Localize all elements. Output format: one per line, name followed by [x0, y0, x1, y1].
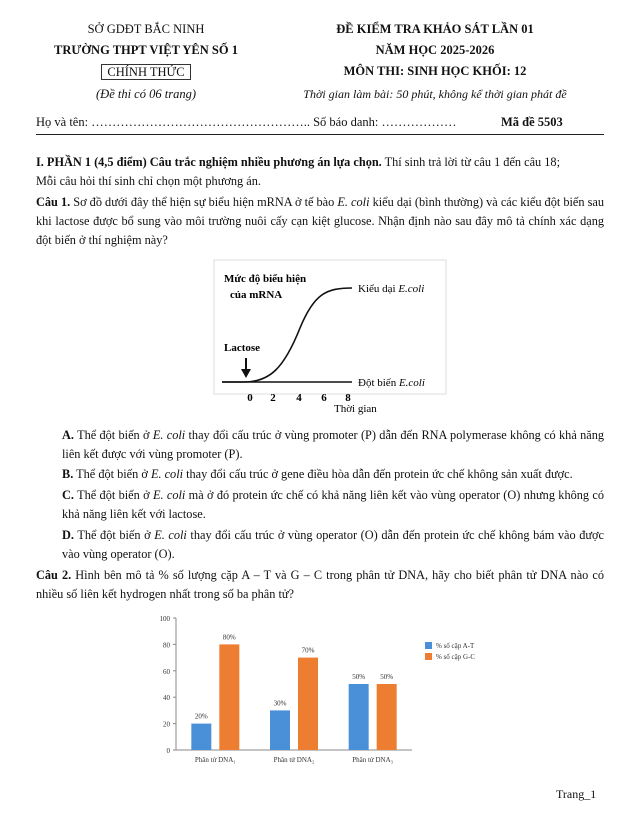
tick-6: 6: [321, 392, 327, 404]
option-a-letter: A.: [62, 428, 74, 442]
official-wrapper: [36, 64, 256, 80]
wild-type-ecoli: E.coli: [398, 283, 425, 295]
section-title-bold: I. PHẦN 1 (4,5 điểm) Câu trắc nghiệm nhiều phương án lựa chọn.: [36, 155, 382, 169]
student-info: Họ và tên: …………………………………………….. Số báo danh: ………………: [36, 115, 457, 129]
chart-legend-swatch: [425, 653, 432, 660]
chart-ytick-label: 40: [163, 694, 170, 703]
dna-bar-chart: [140, 608, 520, 773]
question-2-text: Hình bên mô tả % số lượng cặp A – T và G – C trong phân tử DNA, hãy cho biết phân tử DNA nào có nhiều số liên kết hydrogen nhất trong số ba phân tử?: [36, 568, 604, 601]
chart-data-label: 70%: [301, 646, 315, 655]
question-2: [36, 566, 604, 604]
wild-type-label: [358, 283, 424, 295]
option-a-post: thay đổi cấu trúc ở vùng promoter (P) dẫn đến RNA polymerase không có khả năng liên kết được với vùng promoter (P).: [62, 428, 604, 461]
option-c-post: mà ở đó protein ức chế có khả năng liên kết vào vùng operator (O) nhưng không có khả năng liên kết với lactose.: [62, 488, 604, 521]
option-b[interactable]: [62, 465, 604, 484]
tick-4: 4: [296, 392, 302, 404]
option-d[interactable]: [62, 526, 604, 564]
option-b-letter: B.: [62, 467, 74, 481]
exam-code: Mã đề 5503: [501, 115, 563, 129]
chart-data-label: 50%: [352, 673, 366, 681]
mutant-text: Đột biến: [358, 377, 399, 389]
chart-bar: [298, 658, 318, 750]
chart-bar: [349, 684, 369, 750]
chart-bar: [191, 724, 211, 750]
question-1-text-b: kiểu dại (bình thường) và các kiểu đột biến sau khi lactose được bổ sung vào môi trường nuôi cấy cạn kiệt glucose. Nhận định nào sau đây mô tả chính xác dạng đột biến ở thí nghiệm này?: [36, 195, 604, 247]
tick-0: 0: [247, 392, 253, 404]
tick-8: 8: [345, 392, 351, 404]
option-a-pre: Thể đột biến ở: [73, 428, 153, 442]
option-b-ecoli: E. coli: [150, 467, 184, 481]
figure-xlabel: Thời gian: [334, 403, 377, 415]
chart-category-label: Phân tử DNA₁: [194, 756, 236, 764]
question-2-label: Câu 2.: [36, 568, 72, 582]
section-title: [36, 153, 604, 172]
chart-legend-label: % số cặp G-C: [436, 653, 476, 661]
tick-2: 2: [270, 392, 276, 404]
chart-bar: [270, 710, 290, 750]
chart-ytick-label: 80: [163, 641, 170, 650]
option-a[interactable]: [62, 426, 604, 464]
option-b-pre: Thể đột biến ở: [73, 467, 151, 481]
school-department: SỞ GDĐT BẮC NINH: [87, 22, 205, 36]
school-name: TRƯỜNG THPT VIỆT YÊN SỐ 1: [54, 43, 238, 57]
section-title-rest: Thí sinh trả lời từ câu 1 đến câu 18;: [381, 155, 560, 169]
option-c-letter: C.: [62, 488, 74, 502]
option-d-post: thay đổi cấu trúc ở vùng operator (O) dẫn đến protein ức chế không bám vào được vào vùng operator (O).: [62, 528, 605, 561]
option-c-pre: Thể đột biến ở: [73, 488, 153, 502]
chart-category-label: Phân tử DNA₂: [273, 756, 315, 764]
official-badge: CHÍNH THỨC: [101, 64, 190, 80]
question-1-label: Câu 1.: [36, 195, 71, 209]
mutant-label: [358, 377, 425, 389]
exam-title: ĐỀ KIỂM TRA KHẢO SÁT LẦN 01: [336, 22, 534, 36]
chart-data-label: 80%: [222, 633, 236, 642]
wild-type-text: Kiểu dại: [358, 283, 399, 295]
option-c[interactable]: [62, 486, 604, 524]
chart-category-label: Phân tử DNA₃: [352, 756, 394, 764]
section-instruction: Mỗi câu hỏi thí sinh chỉ chọn một phương án.: [36, 174, 261, 188]
figure-ylabel-2: của mRNA: [230, 289, 283, 301]
option-d-ecoli: E. coli: [154, 528, 187, 542]
chart-ytick-label: 20: [163, 720, 170, 729]
chart-bar: [377, 684, 397, 750]
page-count: (Đề thi có 06 trang): [96, 87, 196, 101]
chart-legend-label: % số cặp A-T: [436, 642, 475, 650]
option-d-letter: D.: [62, 528, 74, 542]
mrna-expression-figure: [210, 256, 450, 416]
page-number: Trang_1: [556, 787, 597, 801]
figure-ylabel-1: Mức độ biểu hiện: [224, 273, 307, 285]
chart-data-label: 50%: [380, 673, 394, 681]
chart-data-label: 20%: [194, 712, 208, 721]
subject: MÔN THI: SINH HỌC KHỐI: 12: [343, 64, 527, 78]
school-year: NĂM HỌC 2025-2026: [375, 43, 495, 57]
option-c-ecoli: E. coli: [152, 488, 186, 502]
option-d-pre: Thể đột biến ở: [73, 528, 155, 542]
question-1: [36, 193, 604, 250]
question-1-ecoli: E. coli: [337, 195, 370, 209]
mutant-ecoli: E.coli: [398, 377, 425, 389]
chart-bar: [219, 644, 239, 750]
chart-ytick-label: 60: [163, 667, 170, 676]
question-1-text-a: Sơ đồ dưới đây thể hiện sự biểu hiện mRNA ở tế bào: [70, 195, 338, 209]
header-divider: [36, 134, 604, 135]
chart-data-label: 30%: [273, 699, 287, 708]
option-a-ecoli: E. coli: [152, 428, 186, 442]
figure-lactose-label: Lactose: [224, 342, 261, 354]
chart-legend-swatch: [425, 642, 432, 649]
chart-ytick-label: 100: [159, 615, 170, 623]
option-b-post: thay đổi cấu trúc ở gene điều hòa dẫn đến protein ức chế không sản xuất được.: [183, 467, 573, 481]
time-allowed: Thời gian làm bài: 50 phút, không kể thời gian phát đề: [303, 87, 567, 101]
chart-ytick-label: 0: [166, 747, 170, 755]
